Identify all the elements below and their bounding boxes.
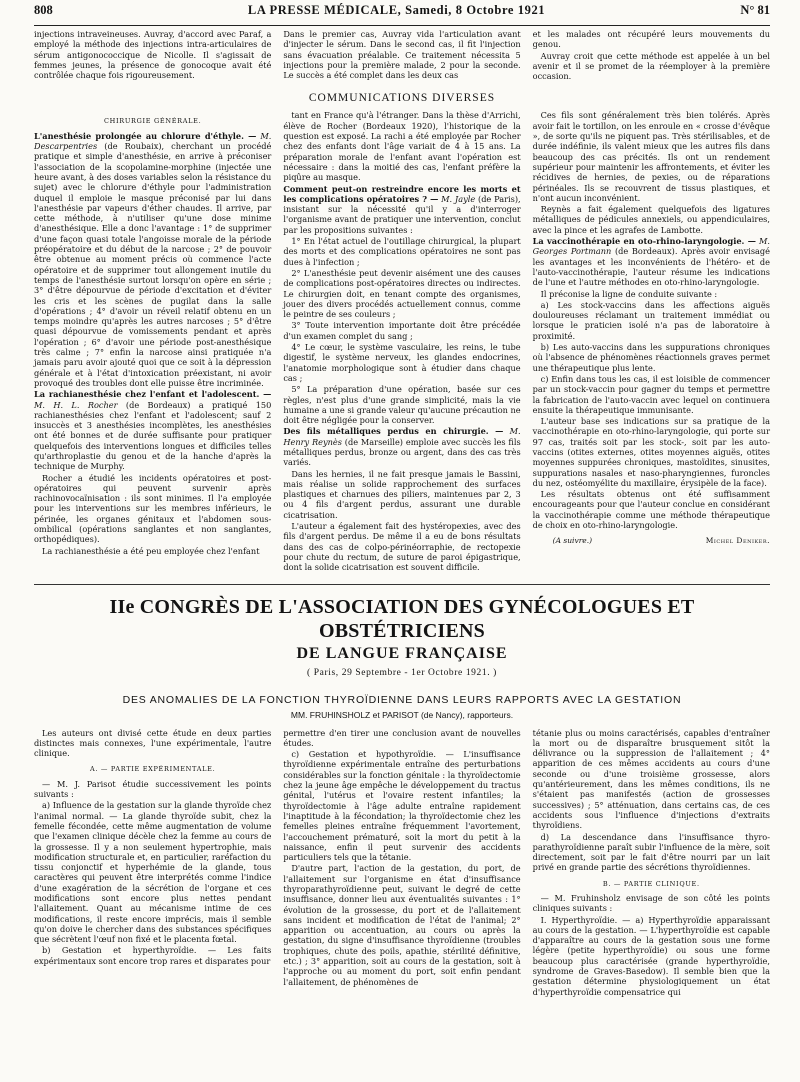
communications-column-2 <box>283 110 520 573</box>
article-heading: Comment peut-on restreindre encore les morts et les complications opératoires ? — <box>283 183 521 204</box>
paragraph: et les malades ont récupéré leurs mouvements du genou. <box>532 29 770 50</box>
report-column-3 <box>533 728 770 998</box>
report-section <box>34 728 770 998</box>
article-author: M. Descarpentries <box>34 130 272 152</box>
article-text: (de Bordeaux) a pratiqué 150 rachianesthésies chez l'enfant et l'adolescent; sauf 2 insuccès et 3 anesthésies incomplètes, les anesthésies ont été bonnes et de durée suffisante pour pratiquer quelquefois des interventions longues et difficiles telles qu'arthroplastie du genou et de la hanche d'après la technique de Murphy. <box>34 399 272 472</box>
paragraph: permettre d'en tirer une conclusion avant de nouvelles études. <box>283 727 521 748</box>
article-text: Il préconise la ligne de conduite suivante : <box>540 288 718 299</box>
page-number: 808 <box>34 3 53 17</box>
page-header <box>34 0 770 26</box>
article-text: Dans les hernies, il ne fait presque jamais le Bassini, mais réalise un solide rapprochement des surfaces plastiques et charnues des piliers, maintenues par 2, 3 ou 4 fils d'argent perdus, assurant une durable cicatrisation. <box>283 468 521 520</box>
communications-section <box>34 110 770 573</box>
article-text: (de Bordeaux). Après avoir envisagé les avantages et les inconvénients de l'hétéro- et de l'auto-vaccinothérapie, l'auteur résume les indications de l'une et l'autre méthodes en oto-rhino-laryngologie. <box>532 246 770 288</box>
paragraph <box>283 320 520 341</box>
article-author: M. Georges Portmann <box>532 236 770 257</box>
paragraph <box>283 110 520 182</box>
paragraph: c) Gestation et hypothyroïdie. — L'insuffisance thyroïdienne expérimentale entraîne des perturbations considérables sur la fonction génitale : la thyroïdectomie chez la jeune âge empêche le développement du tractus génital, l'utérus et l'ovaire restent infantiles; la thyroïdectomie à l'âge adulte entraîne rapidement l'inaptitude à la fécondation; la thyroïdectomie chez les femelles pleines entraîne fréquemment l'avortement, l'accouchement prématuré, soit la mort du petit à la naissance, enfin il peut survenir des accidents particuliers tels que la tétanie. <box>283 749 521 863</box>
article-text: 2° L'anesthésie peut devenir aisément une des causes de complications post-opératoires directes ou indirectes. Le chirurgien doit, en tenant compte des organismes, jouer des divers procédés actuellement connus, comme le peintre de ses couleurs ; <box>283 267 521 320</box>
issue-number: N° 81 <box>740 3 770 17</box>
article-heading: La vaccinothérapie en oto-rhino-laryngologie. — <box>532 236 756 247</box>
paragraph: — M. Fruhinsholz envisage de son côté les points cliniques suivants : <box>532 893 770 914</box>
paragraph <box>34 131 271 388</box>
article-text: (de Paris), insistant sur la nécessité qu'il y a d'interroger l'organisme avant de pratiquer une intervention, conclut par les propositions suivantes : <box>283 193 521 235</box>
paragraph: b) Gestation et hyperthyroïdie. — Les faits expérimentaux sont encore trop rares et disparates pour <box>34 945 272 966</box>
paragraph <box>34 473 271 545</box>
paragraph: Auvray croit que cette méthode est appelée à un bel avenir et il se promet de la réemployer à la première occasion. <box>532 50 770 82</box>
rubric-label: B. — PARTIE CLINIQUE. <box>602 879 700 888</box>
paragraph <box>283 268 520 319</box>
section-title: COMMUNICATIONS DIVERSES <box>308 92 496 105</box>
paragraph <box>533 416 770 488</box>
communications-column-1 <box>34 110 271 573</box>
article-heading: Des fils métalliques perdus en chirurgie. — <box>283 426 504 437</box>
paragraph: d) La descendance dans l'insuffisance thyro-parathyroïdienne paraît subir l'influence de la mère, soit directement, soit par le fait d'être nourri par un lait privé en grande partie des sécrétions thyroïdiennes. <box>532 831 770 873</box>
section-divider <box>34 584 770 585</box>
communications-column-3 <box>533 110 770 573</box>
signature-line <box>533 536 770 546</box>
author-signature: Michel Deniker. <box>705 536 770 546</box>
article-author: M. Henry Reynès <box>283 426 521 447</box>
article-text: 4° Le cœur, le système vasculaire, les reins, le tube digestif, le système nerveux, les glandes endocrines, l'anatomie morphologique sont à étudier dans chaque cas ; <box>283 342 521 383</box>
article-heading: La rachianesthésie chez l'enfant et l'adolescent. — <box>34 389 272 400</box>
article-text: (de Marseille) emploie avec succès les fils métalliques perdus, bronze ou argent, dans des cas très variés. <box>283 436 521 468</box>
report-column-1 <box>34 728 271 998</box>
top-column-1 <box>34 29 271 82</box>
column-body <box>533 110 770 530</box>
issue-date: Samedi, 8 Octobre 1921 <box>405 3 546 17</box>
top-column-3 <box>533 29 770 82</box>
article-text: Reynès a fait également quelquefois des ligatures métalliques de pédicules annexiels, ou appendiculaires, avec la pince et les agrafes de Lambotte. <box>532 204 770 235</box>
paragraph <box>283 236 520 267</box>
paragraph <box>283 184 520 235</box>
paragraph <box>283 384 520 425</box>
report-column-2 <box>283 728 520 998</box>
to-be-continued: (A suivre.) <box>552 536 593 546</box>
top-section <box>34 29 770 82</box>
article-text: 1° En l'état actuel de l'outillage chirurgical, la plupart des morts et des complications opératoires ne sont pas dues à l'infection ; <box>283 236 521 267</box>
journal-header <box>248 3 545 18</box>
paragraph <box>533 300 770 341</box>
paragraph <box>283 426 520 467</box>
paragraph <box>533 374 770 415</box>
report-authors: MM. FRUHINSHOLZ et PARISOT (de Nancy), rapporteurs. <box>290 709 514 720</box>
congress-heading <box>34 595 770 678</box>
congress-dates: ( Paris, 29 Septembre - 1er Octobre 1921. ) <box>307 667 497 678</box>
paragraph <box>533 110 770 203</box>
article-author: M. Jayle <box>441 193 476 204</box>
congress-title: IIe CONGRÈS DE L'ASSOCIATION DES GYNÉCOLOGUES ET OBSTÉTRICIENS <box>109 595 695 642</box>
article-text: c) Enfin dans tous les cas, il est loisible de commencer par un stock-vaccin pour gagner du temps et permettre la fabrication de l'auto-vaccin avec lequel on continuera ensuite la thérapeutique immunisante. <box>532 373 770 415</box>
rubric-label: A. — PARTIE EXPÉRIMENTALE. <box>89 765 216 774</box>
article-text: La rachianesthésie a été peu employée chez l'enfant <box>42 545 260 556</box>
article-text: 3° Toute intervention importante doit être précédée d'un examen complet du sang ; <box>283 320 521 341</box>
paragraph <box>283 521 520 572</box>
paragraph: injections intraveineuses. Auvray, d'accord avec Paraf, a employé la méthode des injections intra-articulaires de sérum antigonococcique de Nicolle. Il s'agissait de femmes jeunes, la présence de gonocoque avait été contrôlée chaque fois rigoureusement. <box>34 29 272 81</box>
article-text: L'auteur a également fait des hystéropexies, avec des fils d'argent perdus. De même il a eu de bons résultats dans des cas de colpo-périnéorraphie, de rectopexie pour chute du rectum, de suture de paroi épigastrique, dont la solide cicatrisation est souvent difficile. <box>283 521 521 573</box>
journal-title: LA PRESSE MÉDICALE, <box>247 3 402 17</box>
paragraph: — M. J. Parisot étudie successivement les points suivants : <box>34 778 272 800</box>
paragraph: a) Influence de la gestation sur la glande thyroïde chez l'animal normal. — La glande thyroïde subit, chez la femelle fécondée, cette même augmentation de volume que l'examen clinique décèle chez la femme au cours de la grossesse. Il y a non seulement hypertrophie, mais modification structurale et, en particulier, raréfaction du tissu conjonctif et hyperhémie de la glande, tous caractères qui peuvent être interprétés comme l'indice d'une exagération de la sécrétion de l'organe et ces modifications sont encore plus nettes pendant l'allaitement. Quant au mécanisme intime de ces modifications, il reste encore imprécis, mais il semble qu'on doive le chercher dans des substances spécifiques que sécrètent l'œuf non fixé et le placenta fœtal. <box>34 800 272 945</box>
paragraph <box>283 469 520 520</box>
paragraph: tétanie plus ou moins caractérisés, capables d'entraîner la mort ou de disparaître brusquement sitôt la délivrance ou la suppression de l'allaitement ; 4° apparition de ces mêmes accidents au cours d'une seconde ou d'une troisième grossesse, alors qu'antérieurement, dans les mêmes conditions, ils ne s'étaient pas manifestés (action de grossesses successives) ; 5° atténuation, dans certains cas, de ces accidents sous l'influence d'injections d'extraits thyroïdiens. <box>532 727 770 831</box>
paragraph <box>34 546 271 556</box>
paragraph <box>533 289 770 299</box>
rubric-label: CHIRURGIE GÉNÉRALE. <box>103 117 202 126</box>
paragraph: Les auteurs ont divisé cette étude en deux parties distinctes mais connexes, l'une expérimentale, l'autre clinique. <box>34 727 272 759</box>
article-text: Les résultats obtenus ont été suffisamment encourageants pour que l'auteur conclue en considérant la vaccinothérapie comme une méthode thérapeutique de choix en oto-rhino-laryngologie. <box>532 489 770 531</box>
top-column-2 <box>283 29 520 82</box>
report-title: DES ANOMALIES DE LA FONCTION THYROÏDIENNE DANS LEURS RAPPORTS AVEC LA GESTATION <box>122 693 682 706</box>
article-text: 5° La préparation d'une opération, basée sur ces règles, n'est plus d'une grande simplicité, mais la vie humaine a une si grande valeur qu'aucune précaution ne doit être négligée pour la conserver. <box>283 384 521 426</box>
paragraph: I. Hyperthyroïdie. — a) Hyperthyroïdie apparaissant au cours de la gestation. — L'hyperthyroïdie est capable d'apparaître au cours de la gestation sous une forme légère (petite hyperthyroïdie) ou sous une forme beaucoup plus caractérisée (grande hyperthyroïdie, syndrome de Graves-Basedow). Il semble bien que la gestation détermine physiologiquement un état d'hyperthyroïdie compensatrice qui <box>532 914 770 997</box>
paragraph <box>283 342 520 383</box>
article-author: M. H. L. Rocher <box>34 399 118 410</box>
article-text: Rocher a étudié les incidents opératoires et post-opératoires qui peuvent survenir après rachinovocaïnisation : ils sont minimes. Il l'a employée pour les interventions sur les membres inférieurs, le périnée, les organes génitaux et l'abdomen sous-ombilical (opérations sanglantes et non sanglantes, orthopédiques). <box>34 472 272 545</box>
congress-subtitle: DE LANGUE FRANÇAISE <box>296 644 508 662</box>
paragraph <box>34 389 271 471</box>
paragraph <box>533 342 770 373</box>
article-heading: L'anesthésie prolongée au chlorure d'éthyle. — <box>34 130 257 141</box>
paragraph: Dans le premier cas, Auvray vida l'articulation avant d'injecter le sérum. Dans le second cas, il fit l'injection sans évacuation préalable. Ce traitement nécessita 5 injections pour la première malade, 2 pour la seconde. Le succès a été complet dans les deux cas <box>283 29 521 81</box>
article-text: b) Les auto-vaccins dans les suppurations chroniques où l'absence de phénomènes réactionnels graves permet une thérapeutique plus lente. <box>532 342 770 373</box>
paragraph <box>533 204 770 235</box>
paragraph <box>533 489 770 530</box>
article-text: a) Les stock-vaccins dans les affections aiguës douloureuses réclamant un traitement immédiat ou lorsque le praticien isolé n'a pas de laboratoire à proximité. <box>532 299 770 341</box>
paragraph: D'autre part, l'action de la gestation, du port, de l'allaitement sur l'organisme en état d'insuffisance thyroparathyroïdienne peut, suivant le degré de cette insuffisance, donner lieu aux éventualités suivantes : 1° évolution de la grossesse, du port et de l'allaitement sans incident et modification de l'état de l'animal; 2° apparition ou accentuation, au cours ou après la gestation, du signe d'insuffisance thyroïdienne (troubles trophiques, chute des poils, apathie, stérilité définitive, etc.) ; 3° apparition, soit au cours de la gestation, soit à l'approche ou au moment du port, soit enfin pendant l'allaitement, de phénomènes de <box>283 863 521 987</box>
article-text: Ces fils sont généralement très bien tolérés. Après avoir fait le tortillon, on les enroule en « crosse d'évêque », de sorte qu'ils ne piquent pas. Très stérilisables, et de durée indéfinie, ils valent mieux que les autres fils dans beaucoup des cas précités. Ils ont un rendement supérieur pour maintenir les affrontements, et éviter les récidives de hernies, de pexies, ou de réparations périnéales. Ils se recouvrent de tissus plastiques, et n'ont aucun inconvénient. <box>532 110 770 203</box>
article-text: L'auteur base ses indications sur sa pratique de la vaccinothérapie en oto-rhino-laryngologie, qui porte sur 97 cas, traités soit par les stock-, soit par les auto-vaccins (otites externes, otites moyennes aiguës, otites moyennes suppurées chroniques, mastoïdites, sinusites, suppurations nasales et naso-pharyngiennes, furoncles du nez, ostéomyélite du maxillaire, érysipèle de la face). <box>532 416 770 488</box>
article-text: (de Roubaix), cherchant un procédé pratique et simple d'anesthésie, en arrive à préconiser l'association de la scopolamine-morphine (injectée une heure avant, à des doses variables selon la résistance du sujet) avec le chlorure d'éthyle pour l'administration duquel il emploie le masque préconisé par lui dans l'anesthésie par vapeurs d'éther chaudes. Il arrive, par cette méthode, à n'utiliser qu'une dose minime d'anesthésique. Elle a donc l'avantage : 1° de supprimer d'une façon quasi totale l'angoisse morale de la période préopératoire et du début de la narcose ; 2° de pouvoir être obtenue au moment précis où commence l'acte opératoire et de supprimer tout allongement inutile du temps de l'anesthésie surtout lorsqu'on opère en série ; 3° d'être dépourvue de période d'excitation et d'éviter les cris et les scènes de pugilat dans la salle d'opérations ; 4° d'avoir un réveil relatif obtenu en un temps moindre qu'après les autres narcoses ; 5° d'être quasi dépourvue de vomissements pendant et après l'opération ; 6° d'avoir une période post-anesthésique très calme ; 7° enfin la narcose ainsi pratiquée n'a jamais paru avoir ajouté quoi que ce soit à la dépression générale et à l'état d'intoxication préexistant, ni avoir provoqué des troubles dont elle puisse être incriminée. <box>34 141 272 388</box>
article-text: tant en France qu'à l'étranger. Dans la thèse d'Arrichi, élève de Rocher (Bordeaux 1920), l'historique de la question est exposé. La rachi a été employée par Rocher chez des enfants dont l'âge variait de 4 à 15 ans. La préparation morale de l'enfant avant l'opération est nécessaire : dans la moitié des cas, l'enfant préfère la piqûre au masque. <box>283 110 521 183</box>
paragraph <box>533 236 770 287</box>
